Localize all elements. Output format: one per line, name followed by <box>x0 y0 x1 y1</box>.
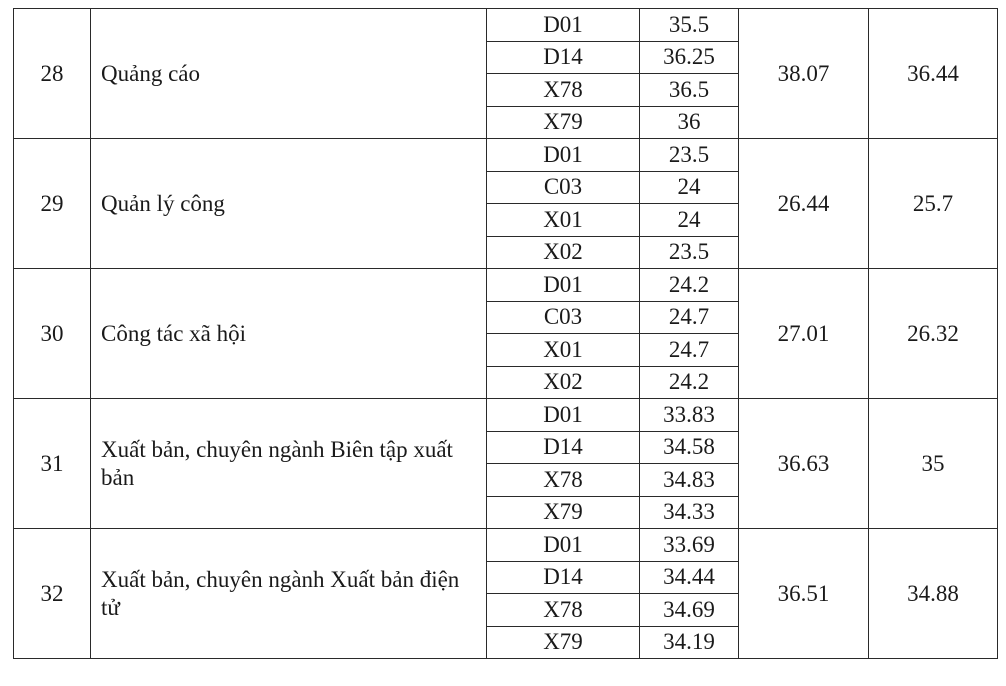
combo-score: 24.7 <box>640 334 739 367</box>
combo-score: 36.25 <box>640 41 739 74</box>
row-number: 28 <box>14 9 91 139</box>
table-row <box>14 139 998 172</box>
subject-combo: D01 <box>487 9 640 42</box>
major-name: Quảng cáo <box>91 9 487 139</box>
combo-score: 24.2 <box>640 366 739 399</box>
table-body <box>14 9 998 659</box>
row-number: 32 <box>14 529 91 659</box>
combo-score: 34.58 <box>640 431 739 464</box>
subject-combo: X01 <box>487 334 640 367</box>
combo-score: 33.83 <box>640 399 739 432</box>
table-row <box>14 529 998 562</box>
table-row <box>14 9 998 42</box>
subject-combo: X02 <box>487 236 640 269</box>
combo-score: 34.83 <box>640 464 739 497</box>
major-name: Quản lý công <box>91 139 487 269</box>
combo-score: 35.5 <box>640 9 739 42</box>
combo-score: 34.44 <box>640 561 739 594</box>
subject-combo: D14 <box>487 561 640 594</box>
subject-combo: D01 <box>487 529 640 562</box>
score-column-6: 25.7 <box>869 139 998 269</box>
table-row <box>14 269 998 302</box>
subject-combo: D14 <box>487 41 640 74</box>
score-column-5: 26.44 <box>739 139 869 269</box>
score-column-6: 35 <box>869 399 998 529</box>
combo-score: 34.19 <box>640 626 739 659</box>
score-column-6: 26.32 <box>869 269 998 399</box>
score-column-5: 27.01 <box>739 269 869 399</box>
subject-combo: X79 <box>487 496 640 529</box>
score-column-6: 36.44 <box>869 9 998 139</box>
subject-combo: D01 <box>487 139 640 172</box>
subject-combo: D01 <box>487 399 640 432</box>
combo-score: 24 <box>640 171 739 204</box>
subject-combo: X01 <box>487 204 640 237</box>
score-column-5: 38.07 <box>739 9 869 139</box>
row-number: 29 <box>14 139 91 269</box>
subject-combo: C03 <box>487 171 640 204</box>
subject-combo: X78 <box>487 74 640 107</box>
combo-score: 36.5 <box>640 74 739 107</box>
combo-score: 23.5 <box>640 139 739 172</box>
combo-score: 23.5 <box>640 236 739 269</box>
subject-combo: X78 <box>487 594 640 627</box>
subject-combo: X79 <box>487 626 640 659</box>
major-name: Xuất bản, chuyên ngành Xuất bản điện tử <box>91 529 487 659</box>
row-number: 30 <box>14 269 91 399</box>
admission-score-table <box>13 8 998 659</box>
score-column-6: 34.88 <box>869 529 998 659</box>
major-name: Công tác xã hội <box>91 269 487 399</box>
combo-score: 24.2 <box>640 269 739 302</box>
score-column-5: 36.63 <box>739 399 869 529</box>
combo-score: 36 <box>640 106 739 139</box>
row-number: 31 <box>14 399 91 529</box>
combo-score: 34.69 <box>640 594 739 627</box>
subject-combo: X79 <box>487 106 640 139</box>
combo-score: 24.7 <box>640 301 739 334</box>
score-column-5: 36.51 <box>739 529 869 659</box>
combo-score: 24 <box>640 204 739 237</box>
subject-combo: D01 <box>487 269 640 302</box>
major-name: Xuất bản, chuyên ngành Biên tập xuất bản <box>91 399 487 529</box>
subject-combo: D14 <box>487 431 640 464</box>
combo-score: 33.69 <box>640 529 739 562</box>
subject-combo: C03 <box>487 301 640 334</box>
subject-combo: X78 <box>487 464 640 497</box>
table-row <box>14 399 998 432</box>
combo-score: 34.33 <box>640 496 739 529</box>
subject-combo: X02 <box>487 366 640 399</box>
